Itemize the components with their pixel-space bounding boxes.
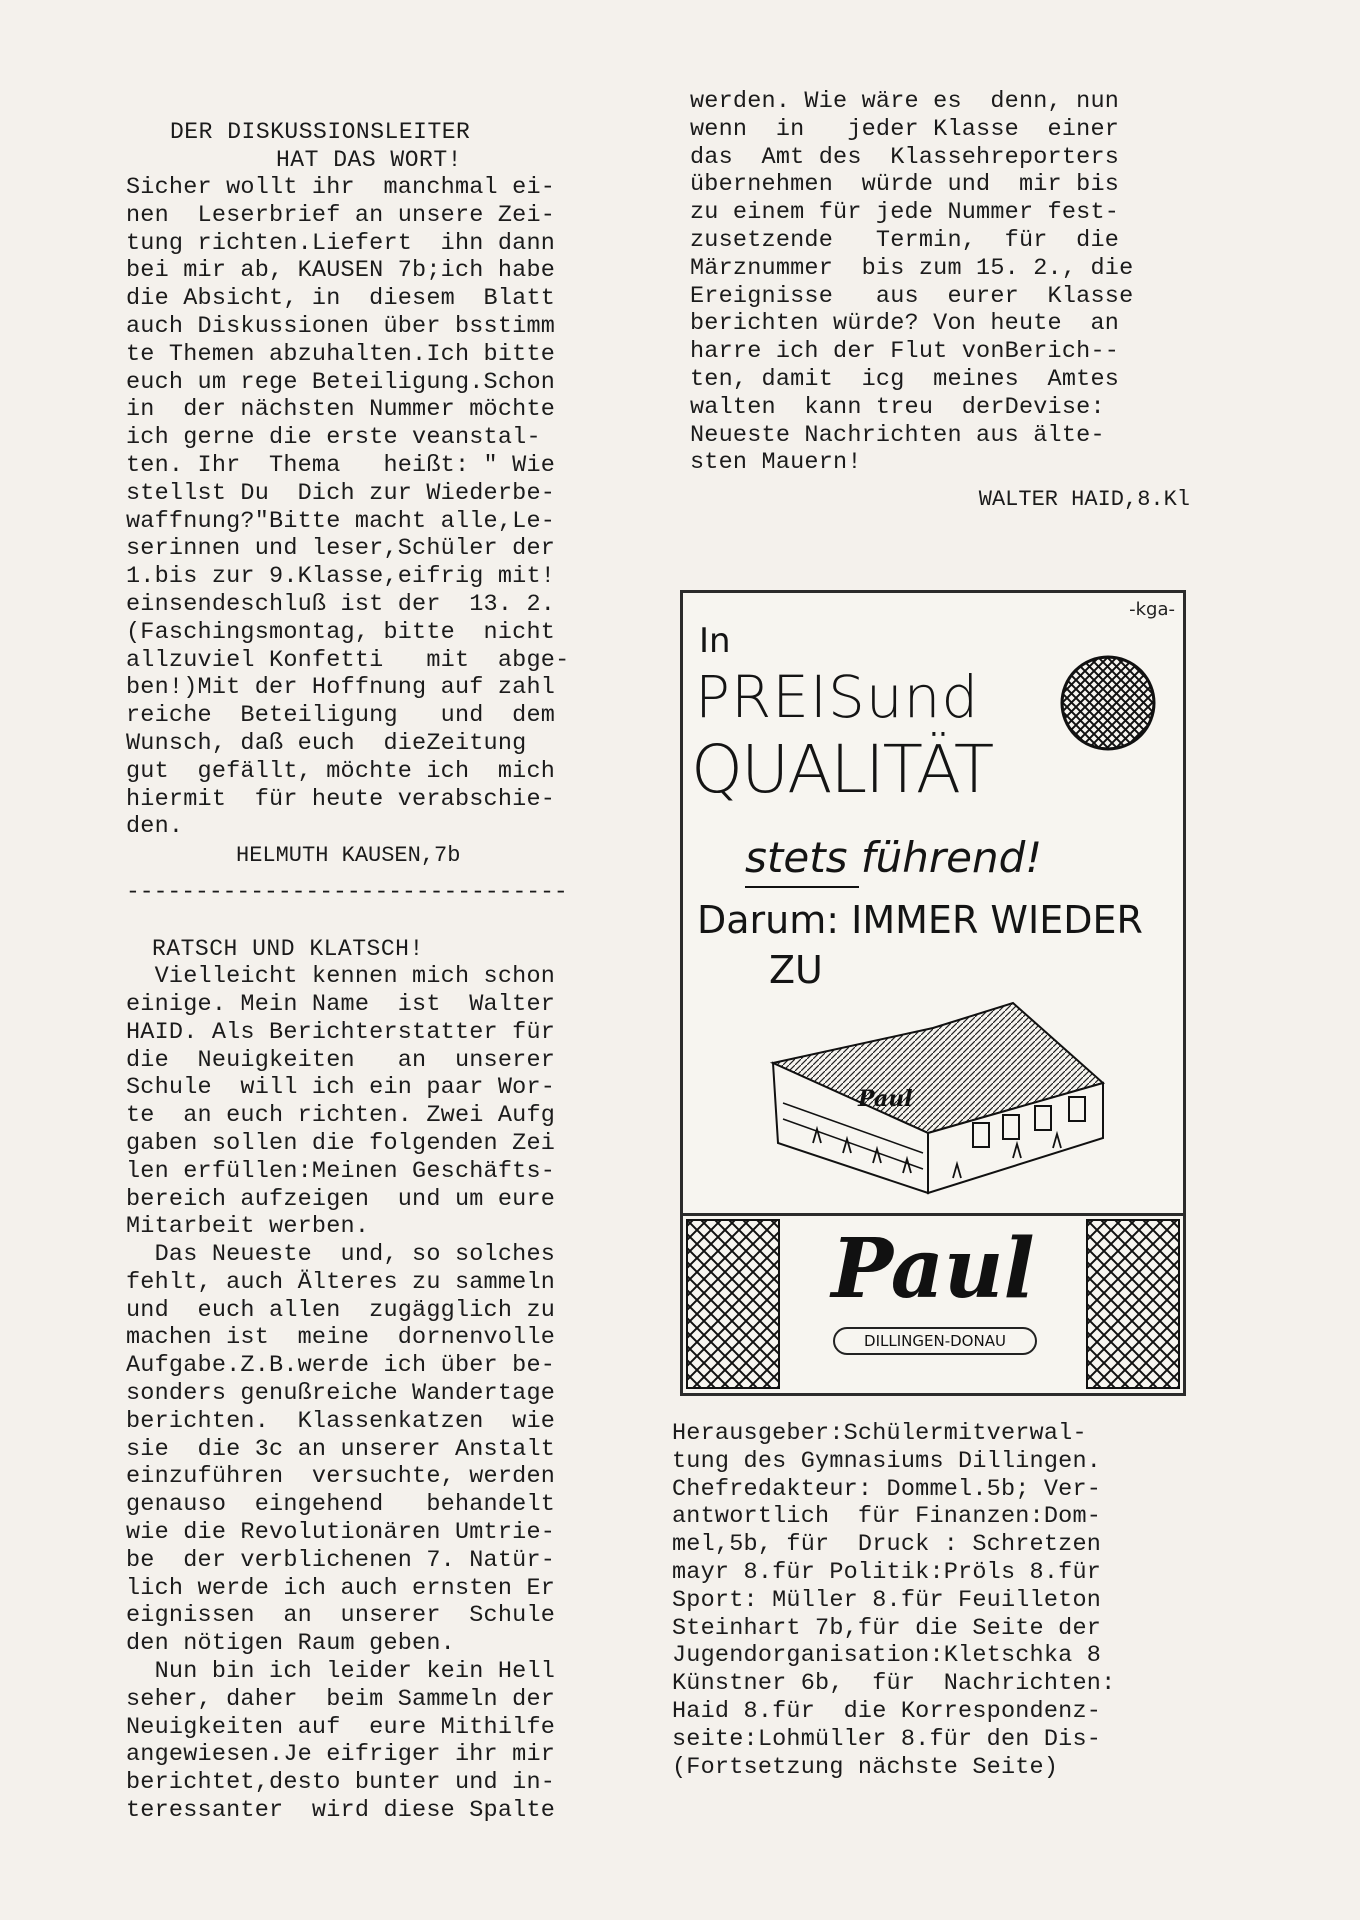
text-line: Neuigkeiten auf eure Mithilfe [126, 1713, 556, 1741]
text-line: be der verblichenen 7. Natür- [126, 1546, 556, 1574]
text-line: HAID. Als Berichterstatter für [126, 1018, 556, 1046]
left-column [126, 118, 646, 1825]
text-line: Steinhart 7b,für die Seite der [672, 1614, 1102, 1642]
text-line: Sport: Müller 8.für Feuilleton [672, 1586, 1102, 1614]
article-signature: WALTER HAID,8.Kl [978, 487, 1190, 513]
text-line: fehlt, auch Älteres zu sammeln [126, 1268, 556, 1296]
text-line: Wunsch, daß euch dieZeitung [126, 729, 527, 757]
crosshatch-globe-icon [1058, 653, 1158, 753]
brand-location: DILLINGEN-DONAU [833, 1327, 1037, 1355]
text-line: sten Mauern! [690, 449, 862, 477]
text-line: den nötigen Raum geben. [126, 1630, 455, 1658]
text-line: den. [126, 813, 184, 841]
text-line: seite:Lohmüller 8.für den Dis- [672, 1725, 1102, 1753]
ad-line-zu: ZU [769, 948, 823, 992]
ad-line-in: In [699, 621, 731, 661]
text-line: mel,5b, für Druck : Schretzen [672, 1531, 1102, 1559]
text-line: allzuviel Konfetti mit abge- [126, 646, 570, 674]
text-line: serinnen und leser,Schüler der [126, 535, 556, 563]
text-line: und euch allen zugägglich zu [126, 1296, 556, 1324]
article-discussion-leader [126, 118, 646, 907]
text-line: einige. Mein Name ist Walter [126, 990, 556, 1018]
text-line: berichten. Klassenkatzen wie [126, 1407, 556, 1435]
text-line: auch Diskussionen über bsstimm [126, 312, 556, 340]
ad-line-preis: PREISund [695, 663, 980, 731]
text-line: mayr 8.für Politik:Pröls 8.für [672, 1558, 1102, 1586]
text-line: eignissen an unserer Schule [126, 1602, 556, 1630]
text-line: zu einem für jede Nummer fest- [690, 199, 1120, 227]
text-line: lich werde ich auch ernsten Er [126, 1574, 556, 1602]
text-line: bei mir ab, KAUSEN 7b;ich habe [126, 257, 556, 285]
text-line: euch um rege Beteiligung.Schon [126, 368, 556, 396]
text-line: werden. Wie wäre es denn, nun [690, 88, 1120, 115]
ad-line-stets: stets führend! [745, 833, 1043, 882]
article-signature: HELMUTH KAUSEN,7b [236, 843, 461, 869]
text-line: ich gerne die erste veanstal- [126, 424, 541, 452]
impressum [672, 1420, 1192, 1781]
store-sign-label: Paul [858, 1086, 913, 1112]
article-body [126, 174, 646, 841]
text-line: waffnung?"Bitte macht alle,Le- [126, 507, 556, 535]
text-line: wenn in jeder Klasse einer [690, 115, 1120, 143]
article-ratsch-klatsch [126, 935, 646, 1825]
text-line: tung richten.Liefert ihn dann [126, 229, 556, 257]
text-line: ten. Ihr Thema heißt: " Wie [126, 451, 556, 479]
text-line: Märznummer bis zum 15. 2., die [690, 254, 1134, 282]
store-building-illustration [753, 993, 1133, 1203]
text-line: te an euch richten. Zwei Aufg [126, 1102, 556, 1130]
ad-line-darum: Darum: IMMER WIEDER [697, 898, 1143, 942]
text-line: tung des Gymnasiums Dillingen. [672, 1447, 1102, 1475]
brand-logo-text: Paul [831, 1221, 1035, 1317]
text-line: gaben sollen die folgenden Zei [126, 1129, 556, 1157]
text-line: gut gefällt, möchte ich mich [126, 757, 556, 785]
article-body [126, 963, 646, 1825]
article-heading: RATSCH UND KLATSCH! [152, 936, 424, 963]
text-line: (Faschingsmontag, bitte nicht [126, 618, 556, 646]
text-line: die Neuigkeiten an unserer [126, 1046, 556, 1074]
text-line: Chefredakteur: Dommel.5b; Ver- [672, 1475, 1102, 1503]
text-line: harre ich der Flut vonBerich-- [690, 338, 1120, 366]
text-line: nen Leserbrief an unsere Zei- [126, 201, 556, 229]
text-line: einzuführen versuchte, werden [126, 1463, 556, 1491]
text-line: Neueste Nachrichten aus älte- [690, 421, 1105, 449]
text-line: sonders genußreiche Wandertage [126, 1380, 556, 1408]
text-line: angewiesen.Je eifriger ihr mir [126, 1741, 556, 1769]
article-heading: DER DISKUSSIONSLEITER [170, 119, 471, 145]
advertisement-box [680, 590, 1186, 1396]
text-line: Herausgeber:Schülermitverwal- [672, 1420, 1087, 1447]
text-line: walten kann treu derDevise: [690, 393, 1105, 421]
text-line: sie die 3c an unserer Anstalt [126, 1435, 556, 1463]
text-line: 1.bis zur 9.Klasse,eifrig mit! [126, 563, 556, 591]
text-line: bereich aufzeigen und um eure [126, 1185, 556, 1213]
text-line: wie die Revolutionären Umtrie- [126, 1519, 556, 1547]
text-line: len erfüllen:Meinen Geschäfts- [126, 1157, 556, 1185]
impressum-body [672, 1420, 1192, 1781]
underline-decoration [743, 883, 863, 891]
text-line: berichtet,desto bunter und in- [126, 1769, 556, 1797]
text-line: zusetzende Termin, für die [690, 226, 1120, 254]
text-line: übernehmen würde und mir bis [690, 171, 1120, 199]
text-line: die Absicht, in diesem Blatt [126, 285, 556, 313]
text-line: berichten würde? Von heute an [690, 310, 1120, 338]
right-column-continuation [690, 88, 1200, 515]
text-line: genauso eingehend behandelt [126, 1491, 556, 1519]
text-line: in der nächsten Nummer möchte [126, 396, 556, 424]
text-line: (Fortsetzung nächste Seite) [672, 1753, 1059, 1781]
separator-line: -------------------------------- [126, 879, 568, 906]
text-line: Sicher wollt ihr manchmal ei- [126, 174, 556, 201]
article-subheading: HAT DAS WORT! [276, 147, 462, 173]
text-line: Mitarbeit werben. [126, 1213, 370, 1241]
text-line: ben!)Mit der Hoffnung auf zahl [126, 674, 556, 702]
text-line: einsendeschluß ist der 13. 2. [126, 590, 556, 618]
crosshatch-panel-left-icon [683, 1216, 783, 1393]
text-line: teressanter wird diese Spalte [126, 1797, 556, 1825]
text-line: Jugendorganisation:Kletschka 8 [672, 1642, 1102, 1670]
article-body [690, 88, 1200, 477]
text-line: Aufgabe.Z.B.werde ich über be- [126, 1352, 556, 1380]
text-line: Haid 8.für die Korrespondenz- [672, 1697, 1102, 1725]
text-line: stellst Du Dich zur Wiederbe- [126, 479, 556, 507]
text-line: te Themen abzuhalten.Ich bitte [126, 340, 556, 368]
text-line: Das Neueste und, so solches [126, 1241, 556, 1269]
text-line: machen ist meine dornenvolle [126, 1324, 556, 1352]
text-line: Vielleicht kennen mich schon [126, 963, 556, 991]
text-line: antwortlich für Finanzen:Dom- [672, 1503, 1102, 1531]
text-line: das Amt des Klassehreporters [690, 143, 1120, 171]
text-line: Ereignisse aus eurer Klasse [690, 282, 1134, 310]
text-line: Nun bin ich leider kein Hell [126, 1658, 556, 1686]
crosshatch-panel-right-icon [1083, 1216, 1183, 1393]
artist-tag: -kga- [1129, 599, 1175, 620]
ad-line-qualitaet: QUALITÄT [691, 731, 993, 808]
text-line: reiche Beteiligung und dem [126, 702, 556, 730]
text-line: Künstner 6b, für Nachrichten: [672, 1670, 1116, 1698]
text-line: Schule will ich ein paar Wor- [126, 1074, 556, 1102]
text-line: hiermit für heute verabschie- [126, 785, 556, 813]
text-line: ten, damit icg meines Amtes [690, 365, 1120, 393]
text-line: seher, daher beim Sammeln der [126, 1685, 556, 1713]
